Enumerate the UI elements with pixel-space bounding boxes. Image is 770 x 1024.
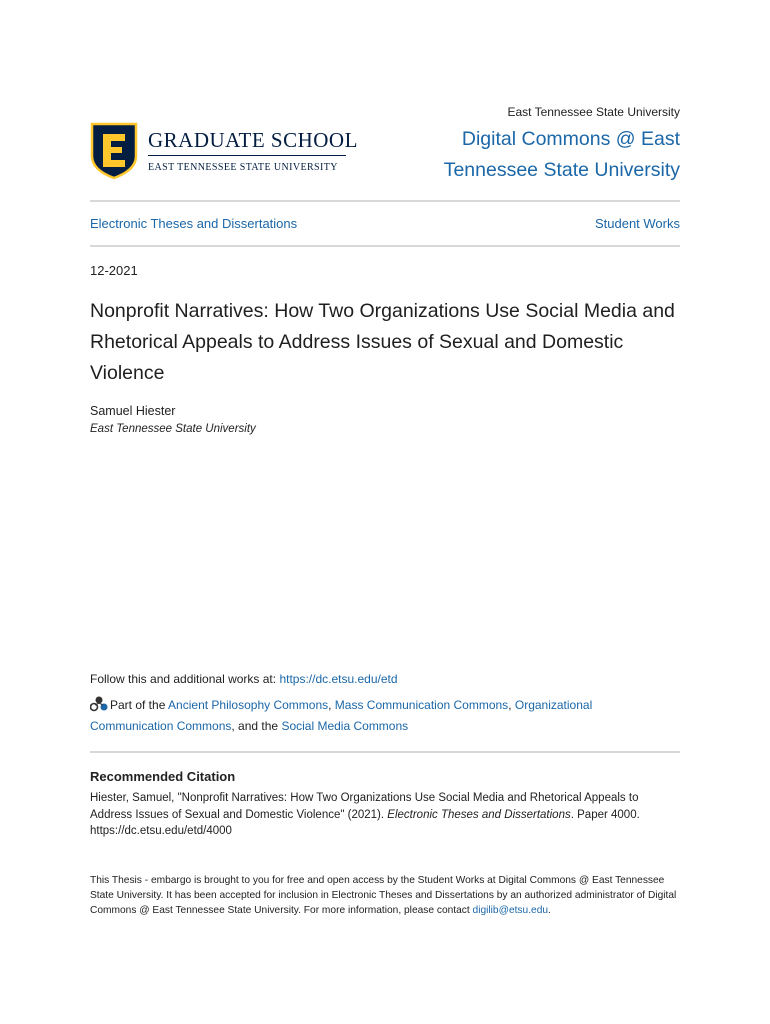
logo-divider (148, 155, 346, 156)
author-affiliation: East Tennessee State University (90, 423, 256, 435)
repository-line-1[interactable]: Digital Commons @ East (461, 128, 680, 150)
publication-date: 12-2021 (90, 263, 138, 278)
divider (90, 751, 680, 753)
commons-link-mass-communication[interactable]: Mass Communication Commons (334, 698, 509, 712)
citation-text (90, 790, 680, 840)
part-of-commons (90, 695, 650, 737)
separator: , and the (231, 719, 282, 733)
commons-link-ancient-philosophy[interactable]: Ancient Philosophy Commons (168, 698, 329, 712)
citation-series: Electronic Theses and Dissertations (387, 808, 571, 821)
breadcrumb-collection-link[interactable]: Electronic Theses and Dissertations (90, 216, 298, 231)
document-title: Nonprofit Narratives: How Two Organizations Use Social Media and Rhetorical Appeals to Address Issues of Sexual and Domestic Violence (90, 300, 675, 384)
etsu-shield-icon (90, 122, 138, 180)
follow-url-link[interactable]: https://dc.etsu.edu/etd (279, 672, 398, 686)
commons-link-organizational-communication[interactable]: Organizational Communication Commons (90, 698, 593, 733)
citation-end: . Paper 4000. https://dc.etsu.edu/etd/4000 (90, 808, 640, 837)
logo-subtitle: EAST TENNESSEE STATE UNIVERSITY (148, 162, 338, 173)
commons-link-social-media[interactable]: Social Media Commons (281, 719, 409, 733)
logo-title: GRADUATE SCHOOL (148, 128, 358, 152)
repository-link[interactable] (380, 124, 680, 186)
divider (90, 200, 680, 202)
separator: , (328, 698, 335, 712)
contact-email-link[interactable]: digilib@etsu.edu (472, 905, 549, 916)
institution-name: East Tennessee State University (507, 105, 680, 119)
recommended-citation-heading: Recommended Citation (90, 769, 236, 784)
author-name: Samuel Hiester (90, 404, 176, 418)
notice-text: This Thesis - embargo is brought to you for free and open access by the Student Works at Digital Commons @ East Tennessee State University. It has been accepted for inclusion in Electronic Theses and Dissertations by an authorized administrator of Digital Commons @ East Tennessee State University. For more information, please contact (90, 875, 677, 916)
graduate-school-logo[interactable] (90, 122, 358, 182)
breadcrumb-student-works-link[interactable]: Student Works (594, 216, 680, 231)
notice-end: . (548, 905, 551, 916)
access-notice (90, 873, 680, 918)
network-icon (90, 696, 108, 712)
follow-line (90, 672, 398, 686)
follow-text: Follow this and additional works at: (90, 672, 280, 686)
divider (90, 245, 680, 247)
part-of-prefix: Part of the (110, 698, 169, 712)
separator: , (508, 698, 515, 712)
repository-line-2[interactable]: Tennessee State University (443, 159, 680, 181)
cover-page (90, 0, 680, 1024)
citation-body: Hiester, Samuel, "Nonprofit Narratives: How Two Organizations Use Social Media and Rhetorical Appeals to Address Issues of Sexual and Domestic Violence" (2021). (90, 792, 639, 821)
